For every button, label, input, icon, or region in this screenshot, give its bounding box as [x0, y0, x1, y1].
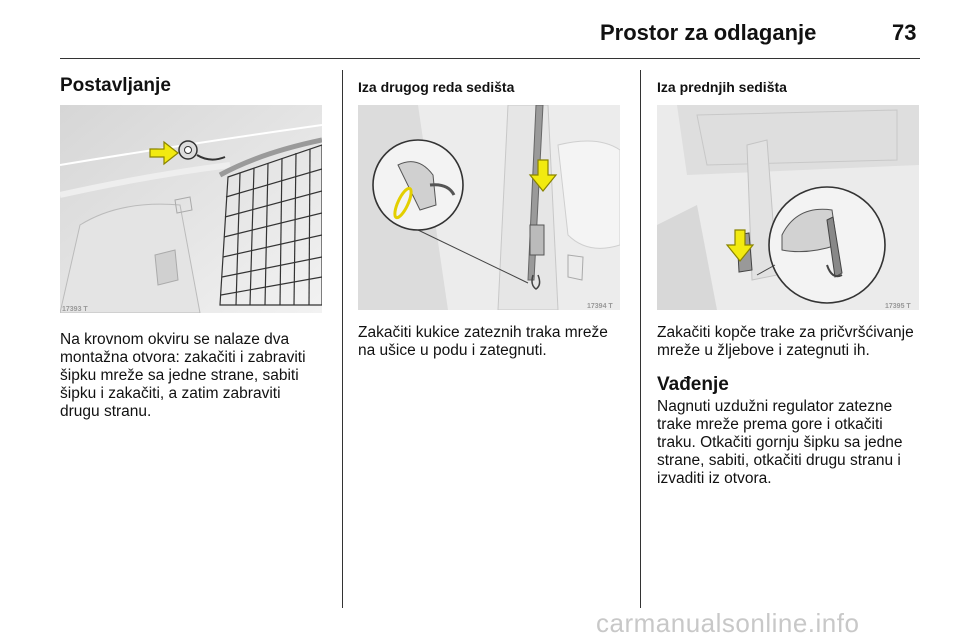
paragraph-line: traku. Otkačiti gornju šipku sa jedne	[657, 434, 903, 451]
figure-caption: 17395 T	[885, 303, 911, 310]
paragraph-line: Zakačiti kopče trake za pričvršćivanje	[657, 324, 914, 341]
paragraph-line: Na krovnom okviru se nalaze dva	[60, 331, 290, 348]
column-divider-right	[640, 70, 641, 608]
figure-caption: 17394 T	[587, 303, 613, 310]
section-title-vadenje: Vađenje	[657, 374, 729, 395]
section-subheading: Iza drugog reda sedišta	[358, 79, 515, 95]
paragraph-line: strane, sabiti, otkačiti drugu stranu i	[657, 452, 901, 469]
page-number: 73	[892, 20, 917, 45]
paragraph-line: na ušice u podu i zategnuti.	[358, 342, 547, 359]
paragraph-line: trake mreže prema gore i otkačiti	[657, 416, 883, 433]
section-subheading: Iza prednjih sedišta	[657, 79, 787, 95]
column-divider-left	[342, 70, 343, 608]
figure-caption: 17393 T	[62, 306, 88, 313]
paragraph-line: šipku mreže sa jedne strane, sabiti	[60, 367, 299, 384]
page-header-title: Prostor za odlaganje	[600, 20, 817, 45]
watermark: carmanualsonline.info	[596, 608, 860, 638]
paragraph-line: Zakačiti kukice zateznih traka mreže	[358, 324, 608, 341]
paragraph-line: izvaditi iz otvora.	[657, 470, 772, 487]
header-divider	[60, 58, 920, 59]
paragraph-line: Nagnuti uzdužni regulator zatezne	[657, 398, 893, 415]
figure-floor-hooks	[358, 105, 620, 310]
paragraph-line: drugu stranu.	[60, 403, 152, 420]
figure-front-seat-straps	[657, 105, 919, 310]
paragraph-line: montažna otvora: zakačiti i zabraviti	[60, 349, 306, 366]
paragraph-line: šipku i zakačiti, a zatim zabraviti	[60, 385, 281, 402]
section-title-postavljanje: Postavljanje	[60, 75, 171, 96]
figure-roof-mount	[60, 105, 322, 313]
paragraph-line: mreže u žljebove i zategnuti ih.	[657, 342, 870, 359]
